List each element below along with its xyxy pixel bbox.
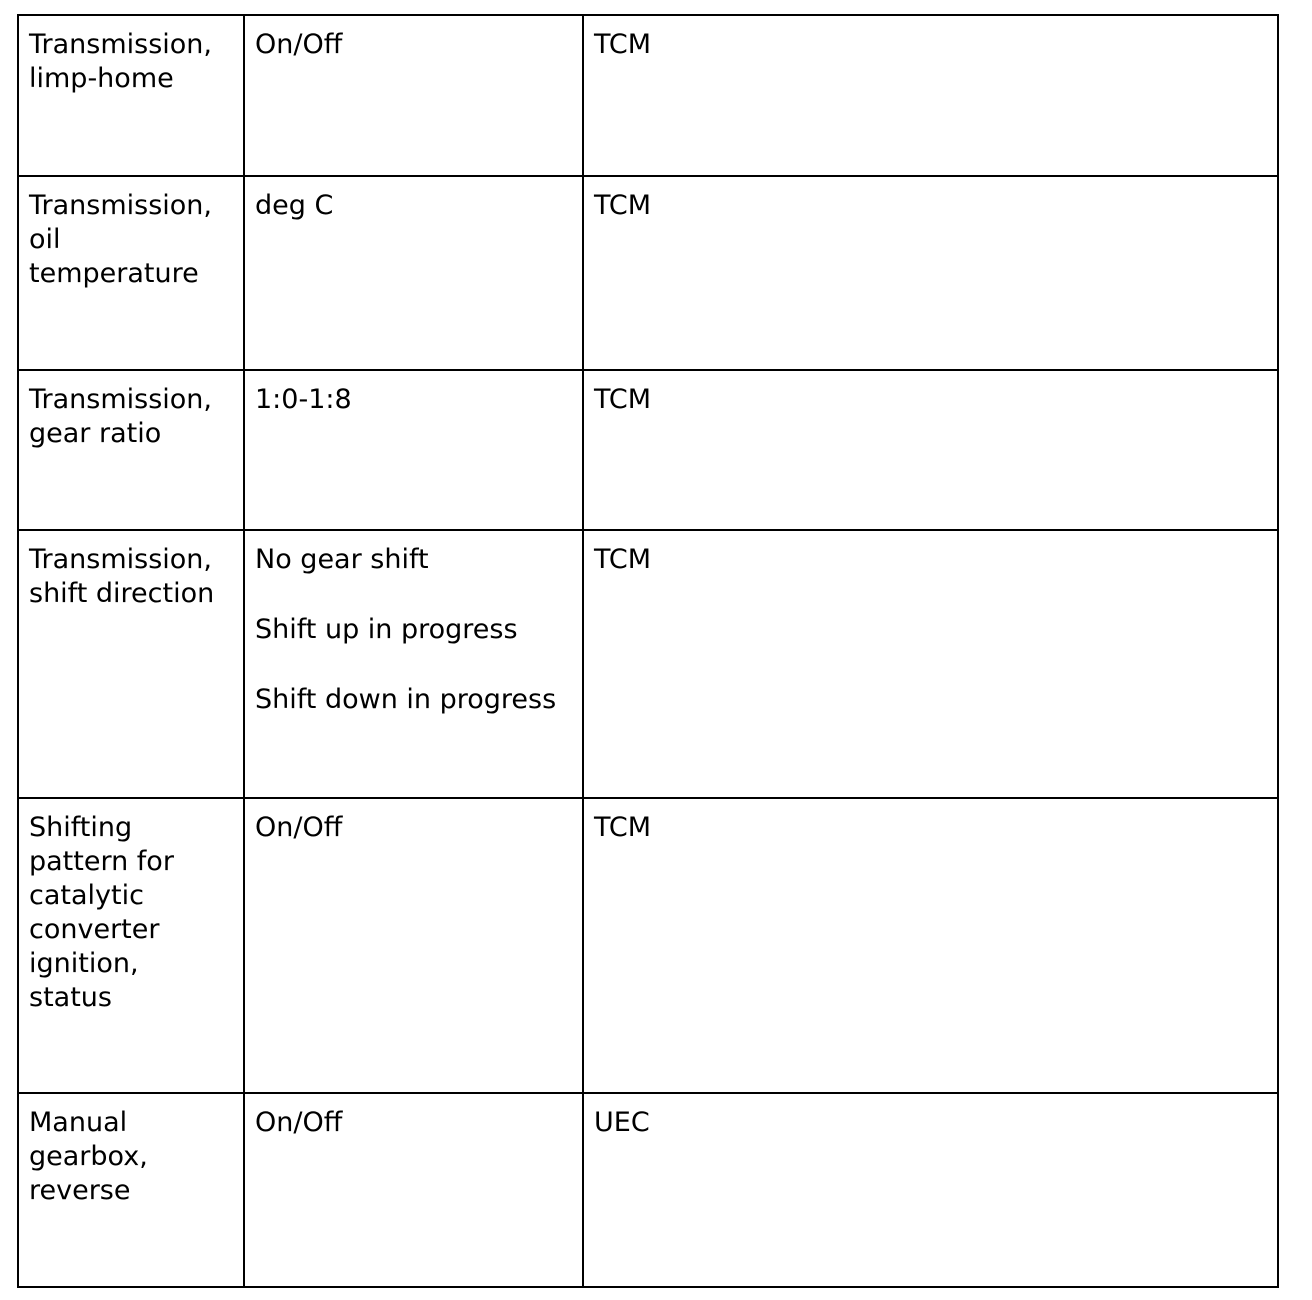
signal-name-cell xyxy=(18,370,244,530)
signal-name-cell xyxy=(18,15,244,176)
source-text: TCM xyxy=(594,812,652,843)
source-cell xyxy=(583,1093,1278,1287)
signal-table xyxy=(17,14,1279,1288)
source-cell xyxy=(583,176,1278,370)
signal-name-cell xyxy=(18,530,244,798)
signal-name: Transmission, limp-home xyxy=(29,29,213,94)
source-cell xyxy=(583,798,1278,1093)
value-text: deg C xyxy=(255,190,334,221)
source-text: TCM xyxy=(594,384,652,415)
source-cell xyxy=(583,15,1278,176)
signal-name-cell xyxy=(18,1093,244,1287)
table-row xyxy=(18,176,1278,370)
source-cell xyxy=(583,530,1278,798)
value-text: No gear shift xyxy=(255,544,429,575)
table-row xyxy=(18,15,1278,176)
table-row xyxy=(18,798,1278,1093)
value-cell xyxy=(244,530,583,798)
signal-name: Transmission, gear ratio xyxy=(29,384,213,449)
signal-name-cell xyxy=(18,798,244,1093)
value-text: On/Off xyxy=(255,1107,343,1138)
value-cell xyxy=(244,798,583,1093)
value-text: Shift down in progress xyxy=(255,684,557,715)
signal-name: Manual gearbox, reverse xyxy=(29,1107,148,1206)
value-text: On/Off xyxy=(255,29,343,60)
source-text: UEC xyxy=(594,1107,650,1138)
value-cell xyxy=(244,370,583,530)
signal-name: Transmission, shift direction xyxy=(29,544,215,609)
signal-name: Transmission, oil temperature xyxy=(29,190,213,289)
signal-name-cell xyxy=(18,176,244,370)
source-text: TCM xyxy=(594,29,652,60)
signal-name: Shifting pattern for catalytic converter ignition, status xyxy=(29,812,174,1013)
value-text: Shift up in progress xyxy=(255,614,518,645)
source-cell xyxy=(583,370,1278,530)
table-row xyxy=(18,370,1278,530)
source-text: TCM xyxy=(594,544,652,575)
value-cell xyxy=(244,1093,583,1287)
value-cell xyxy=(244,15,583,176)
value-cell xyxy=(244,176,583,370)
value-text: 1:0-1:8 xyxy=(255,384,352,415)
value-text: On/Off xyxy=(255,812,343,843)
source-text: TCM xyxy=(594,190,652,221)
table-row xyxy=(18,530,1278,798)
table-row xyxy=(18,1093,1278,1287)
